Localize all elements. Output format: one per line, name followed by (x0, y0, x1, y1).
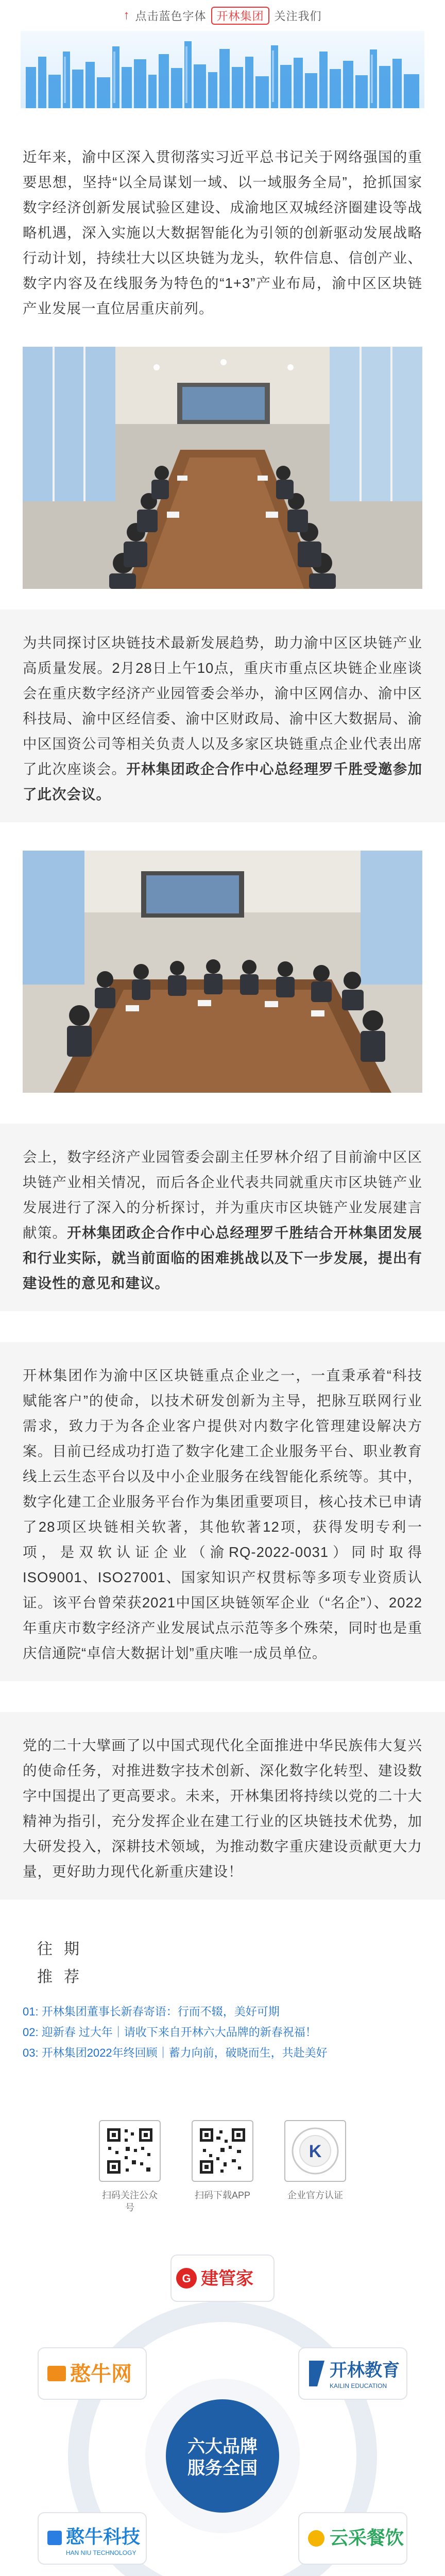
brand-kailin-education[interactable]: 开林教育 (330, 2361, 400, 2380)
follow-brand-link[interactable]: 开林集团 (211, 7, 269, 25)
header-banner (21, 31, 424, 108)
follow-suffix: 关注我们 (274, 9, 322, 23)
brand-yuncai[interactable]: 云采餐饮 (330, 2527, 404, 2548)
meeting-photo-1 (23, 347, 422, 589)
follow-prefix: 点击蓝色字体 (135, 9, 207, 23)
svg-text:G: G (182, 2272, 191, 2285)
meeting-participants-illustration (23, 851, 422, 1093)
discussion-section (0, 1124, 445, 1311)
meeting-text: 为共同探讨区块链技术最新发展趋势，助力渝中区区块链产业高质量发展。2月28日上午10点，重庆市重点区块链企业座谈会在重庆数字经济产业园管委会举办，渝中区网信办、渝中区科技局、渝中区经信委、渝中区财政局、渝中区大数据局、渝中区国资公司等相关负责人以及多家区块链重点企业代表出席了此次座谈会。 (23, 635, 422, 777)
arrow-up-icon: ↑ (123, 8, 130, 22)
svg-text:K: K (309, 2142, 322, 2161)
qr-official-account (99, 2120, 161, 2214)
qr-certification (284, 2120, 346, 2214)
six-brands-diagram (23, 2234, 422, 2576)
meeting-paragraph (23, 630, 422, 807)
qr-caption: 扫码关注公众号 (102, 2190, 158, 2213)
qr-code-icon (192, 2120, 253, 2182)
recent-item[interactable]: 03: 开林集团2022年终回顾｜蓄力向前，破晓而生，共赴美好 (23, 2046, 328, 2059)
meeting-photo-2 (23, 851, 422, 1093)
closing-paragraph: 党的二十大擘画了以中国式现代化全面推进中华民族伟大复兴的使命任务，对推进数字技术创新、深化数字化转型、建设数字中国提出了更高要求。未来，开林集团将持续以党的二十大精神为指引，充分发挥企业在建工行业的区块链技术优势，加大研发投入，深耕技术领域，为推动数字重庆建设贡献更大力量，更好助力现代化新重庆建设！ (23, 1737, 422, 1879)
discussion-highlight: 开林集团政企合作中心总经理罗千胜结合开林集团发展和行业实际，就当前面临的困难挑战以及下一步发展，提出有建设性的意见和建议。 (23, 1225, 422, 1291)
recent-list (23, 2002, 422, 2063)
yuncai-logo-icon (308, 2530, 324, 2547)
jianguanjia-logo-icon (176, 2268, 197, 2289)
brand-kailin-education-sub: KAILIN EDUCATION (330, 2382, 387, 2389)
qr-code-icon (99, 2120, 161, 2182)
qr-download-app (192, 2120, 253, 2214)
intro-paragraph: 近年来，渝中区深入贯彻落实习近平总书记关于网络强国的重要思想，坚持“以全局谋划一域、以一域服务全局”，抢抓国家数字经济创新发展试验区建设、成渝地区双城经济圈建设等战略机遇，深入实施以大数据智能化为引领的创新驱动发展战略行动计划，持续壮大以区块链为龙头，软件信息、信创产业、数字内容及在线服务为特色的“1+3”产业布局，渝中区区块链产业发展一直位居重庆前列。 (23, 149, 422, 316)
brands-center-line1: 六大品牌 (187, 2437, 258, 2456)
meeting-highlight: 开林集团政企合作中心总经理罗千胜受邀参加了此次会议。 (23, 761, 422, 802)
brand-hanniu-tech-sub: HAN NIU TECHNOLOGY (66, 2549, 136, 2556)
qr-caption: 扫码下载APP (194, 2190, 251, 2200)
closing-section (0, 1712, 445, 1900)
meeting-section (0, 609, 445, 822)
recent-posts (23, 1936, 422, 2063)
company-section (0, 1342, 445, 1681)
recent-heading-2: 推荐 (37, 1969, 91, 1986)
discussion-paragraph (23, 1144, 422, 1296)
hanniu-tech-logo-icon (47, 2531, 62, 2545)
brands-center-line2: 服务全国 (187, 2459, 258, 2478)
recent-item[interactable]: 01: 开林集团董事长新春寄语：行而不辍，美好可期 (23, 2005, 280, 2018)
qr-caption: 企业官方认证 (287, 2190, 343, 2200)
company-paragraph: 开林集团作为渝中区区块链重点企业之一，一直秉承着“科技赋能客户”的使命，以技术研发创新为主导，把脉互联网行业需求，致力于为各企业客户提供对内数字化管理建设解决方案。目前已经成功打造了数字化建工企业服务平台、职业教育线上云生态平台以及中小企业服务在线智能化系统等。其中，数字化建工企业服务平台作为集团重要项目，核心技术已申请了28项区块链相关软著，其他软著12项，获得发明专利一项，是双软认证企业（渝RQ-2022-0031）同时取得ISO9001、ISO27001、国家知识产权贯标等多项专业资质认证。该平台曾荣获2021中国区块链领军企业（“名企”）、2022年重庆市数字经济产业发展试点示范等多个殊荣，同时也是重庆信通院“卓信大数据计划”重庆唯一成员单位。 (23, 1367, 422, 1661)
hanniuwang-logo-icon (47, 2366, 66, 2381)
qr-code-row (0, 2120, 445, 2214)
recent-heading-1: 往期 (37, 1941, 91, 1958)
conference-room-illustration (23, 347, 422, 589)
certification-badge-icon (284, 2120, 346, 2182)
recent-item[interactable]: 02: 迎新春 过大年｜请收下来自开林六大品牌的新春祝福！ (23, 2026, 317, 2039)
skyline-banner-graphic (21, 31, 424, 108)
follow-bar[interactable] (0, 0, 445, 31)
brand-jianguanjia[interactable]: 建管家 (201, 2269, 253, 2289)
discussion-text: 会上，数字经济产业园管委会副主任罗林介绍了目前渝中区区块链产业相关情况，而后各企业代表共同就重庆市区块链产业发展进行了深入的分析探讨，并为重庆市区块链产业发展建言献策。 (23, 1149, 422, 1241)
brand-hanniu-tech[interactable]: 憨牛科技 (66, 2526, 141, 2547)
brand-hanniuwang[interactable]: 憨牛网 (70, 2363, 132, 2385)
